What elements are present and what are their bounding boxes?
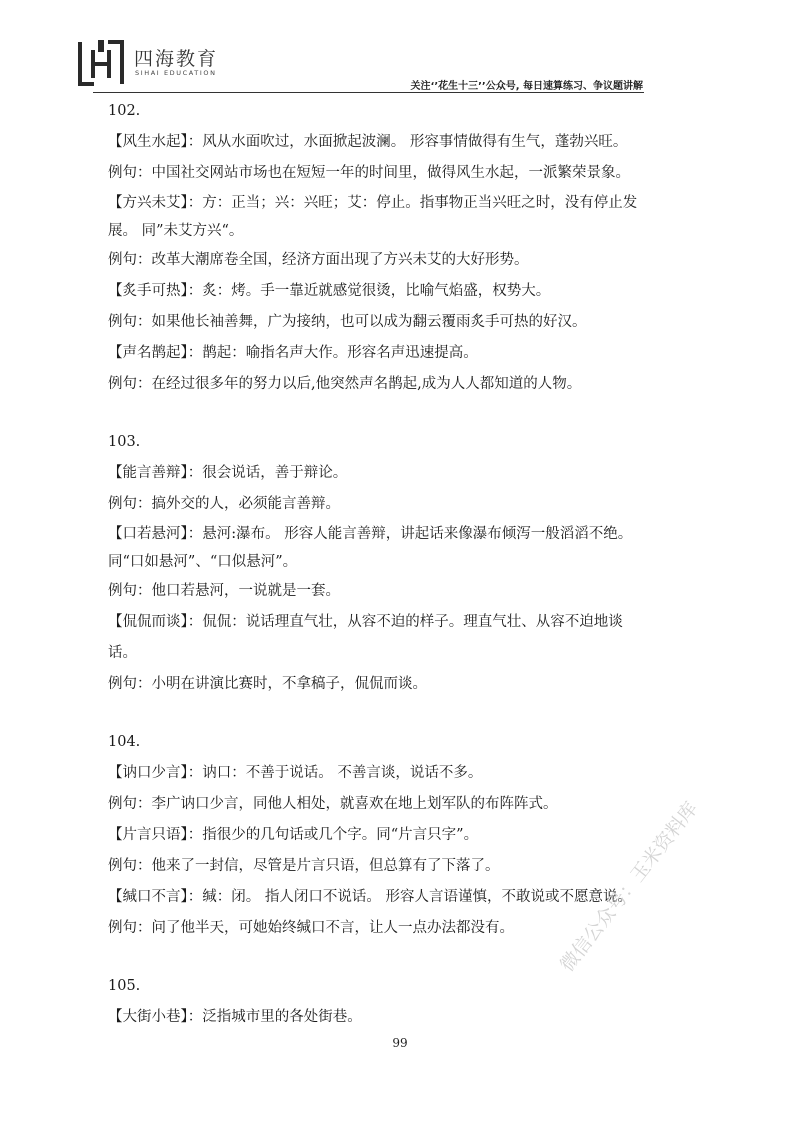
idiom-definition: 【讷口少言】：讷口：不善于说话。 不善言谈，说话不多。 — [108, 765, 483, 781]
example-sentence: 例句：在经过很多年的努力以后,他突然声名鹊起,成为人人都知道的人物。 — [108, 376, 582, 392]
idiom-definition: 【缄口不言】：缄：闭。 指人闭口不说话。 形容人言语谨慎，不敢说或不愿意说。 — [108, 889, 632, 905]
example-sentence: 例句：问了他半天，可她始终缄口不言，让人一点办法都没有。 — [108, 920, 514, 936]
idiom-definition: 【声名鹊起】：鹊起：喻指名声大作。形容名声迅速提高。 — [108, 345, 478, 361]
logo-text: 四海教育 — [134, 48, 219, 70]
example-sentence: 例句：他来了一封信，尽管是片言只语，但总算有了下落了。 — [108, 858, 500, 874]
idiom-definition: 【炙手可热】：炙：烤。手一靠近就感觉很烫，比喻气焰盛，权势大。 — [108, 283, 551, 299]
idiom-definition: 【口若悬河】：悬河:瀑布。 形容人能言善辩，讲起话来像瀑布倾泻一般滔滔不绝。同“口如悬河”、“口似悬河”。 — [108, 526, 633, 570]
example-sentence: 例句：搞外交的人，必须能言善辩。 — [108, 496, 340, 512]
idiom-definition: 【片言只语】：指很少的几句话或几个字。同“片言只字”。 — [108, 827, 479, 843]
header-note: 关注‘’花生十三’’公众号, 每日速算练习、争议题讲解 — [410, 81, 643, 92]
idiom-definition: 【能言善辩】：很会说话，善于辩论。 — [108, 465, 348, 481]
idiom-definition: 【风生水起】：风从水面吹过，水面掀起波澜。 形容事情做得有生气，蓬勃兴旺。 — [108, 134, 628, 150]
section-number: 102. — [108, 103, 141, 119]
watermark: 微信公众号：玉米资料库 — [556, 797, 703, 977]
section-102 — [108, 96, 648, 400]
section-105 — [108, 971, 648, 1033]
idiom-definition: 【方兴未艾】：方：正当；兴：兴旺；艾：停止。指事物正当兴旺之时，没有停止发展。 同”未艾方兴“。 — [108, 195, 638, 239]
example-sentence: 例句：李广讷口少言，同他人相处，就喜欢在地上划军队的布阵阵式。 — [108, 796, 558, 812]
document-body — [108, 96, 648, 1060]
logo-icon — [76, 38, 126, 88]
section-number: 104. — [108, 734, 141, 750]
section-number: 103. — [108, 434, 141, 450]
section-104 — [108, 727, 648, 944]
idiom-definition: 【侃侃而谈】：侃侃：说话理直气壮，从容不迫的样子。理直气壮、从容不迫地谈话。 — [108, 614, 623, 661]
section-103 — [108, 427, 648, 700]
section-number: 105. — [108, 978, 141, 994]
example-sentence: 例句：如果他长袖善舞，广为接纳，也可以成为翻云覆雨炙手可热的好汉。 — [108, 314, 587, 330]
example-sentence: 例句：小明在讲演比赛时，不拿稿子，侃侃而谈。 — [108, 676, 427, 692]
example-sentence: 例句：中国社交网站市场也在短短一年的时间里，做得风生水起，一派繁荣景象。 — [108, 165, 630, 181]
logo-subtext: SIHAI EDUCATION — [135, 69, 217, 77]
header-divider — [93, 92, 644, 93]
idiom-definition: 【大街小巷】：泛指城市里的各处街巷。 — [108, 1009, 362, 1025]
page-number: 99 — [392, 1036, 408, 1050]
page-header — [0, 0, 800, 96]
example-sentence: 例句：改革大潮席卷全国，经济方面出现了方兴未艾的大好形势。 — [108, 252, 529, 268]
example-sentence: 例句：他口若悬河，一说就是一套。 — [108, 583, 340, 599]
